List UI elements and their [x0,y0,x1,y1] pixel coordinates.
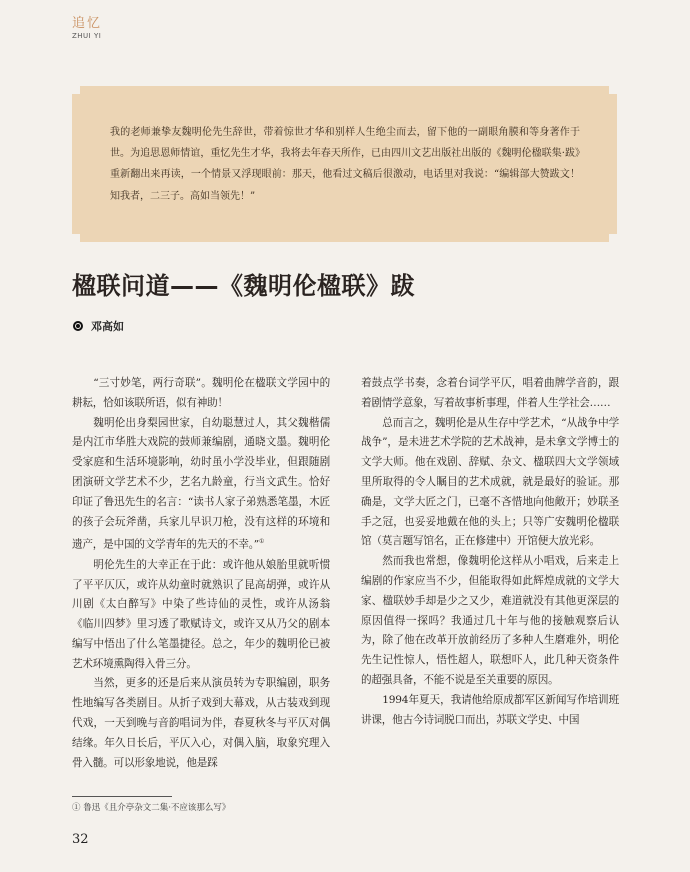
intro-text: 我的老师兼挚友魏明伦先生辞世，带着惊世才华和别样人生绝尘而去，留下他的一副眼角膜和等身著作于世。为追思恩师情谊，重忆先生才华，我将去年春天所作，已由四川文艺出版社出版的《魏明伦楹联集·跋》重新翻出来再读，一个情景又浮现眼前：那天，他看过文稿后很激动，电话里对我说：“编辑部大赞跋文！知我者，二三子。高如当领先！” [110,127,580,202]
paragraph-text: 魏明伦出身梨园世家，自幼聪慧过人，其父魏楷儒是内江市华胜大戏院的鼓师兼编剧，通晓文墨。魏明伦受家庭和生活环境影响，幼时虽小学没毕业，但跟随剧团演研文学艺术不少，艺名九龄童，行当文武生。恰好印证了鲁迅先生的名言：“读书人家子弟熟悉笔墨，木匠的孩子会玩斧凿，兵家儿早识刀枪，没有这样的环境和遗产，是中国的文学青年的先天的不幸。” [72,416,330,551]
corner-notch [72,234,80,242]
intro-box [72,86,617,242]
author-name: 邓高如 [91,320,124,333]
footnote: ① 鲁迅《且介亭杂文二集·不应该那么写》 [72,803,231,813]
section-label: 追忆 [72,16,103,31]
paragraph: 当然，更多的还是后来从演员转为专职编剧，职务性地编写各类剧目。从折子戏到大幕戏，从古装戏到现代戏，一天到晚与音韵唱词为伴，春夏秋冬与平仄对偶结缘。年久日长后，平仄入心，对偶入脑，取象究理入骨入髓。可以形象地说，他是踩 [72,677,330,769]
paragraph: 总而言之，魏明伦是从生存中学艺术，“从战争中学战争”，是未进艺术学院的艺术战神，是未拿文学博士的文学大师。他在戏剧、辞赋、杂文、楹联四大文学领域里所取得的令人瞩目的艺术成就，就是最好的验证。那确是，文学大匠之门，已毫不吝惜地向他敞开；妙联圣手之冠，也妥妥地戴在他的头上；只等广安魏明伦楹联馆（莫言题写馆名，正在修建中）开馆便大放光彩。 [361,416,619,548]
paragraph: 1994年夏天，我请他给原成都军区新闻写作培训班讲课，他古今诗词脱口而出，苏联文学史、中国 [361,693,619,726]
paragraph: 明伦先生的大幸正在于此：或许他从娘胎里就听惯了平平仄仄，或许从幼童时就熟识了昆高胡弹，或许从川剧《太白醉写》中染了些诗仙的灵性，或许从汤翁《临川四梦》里习透了歌赋诗文，或许又从乃父的剧本编写中悟出了什么笔墨捷径。总之，年少的魏明伦已被艺术环境熏陶得入骨三分。 [72,558,330,670]
section-pinyin: ZHUI YI [72,32,102,40]
corner-notch [72,86,80,94]
paragraph: 然而我也常想，像魏明伦这样从小唱戏，后来走上编剧的作家应当不少，但能取得如此辉煌成就的文学大家、楹联妙手却是少之又少，难道就没有其他更深层的原因值得一探吗？我通过几十年与他的接触观察后认为，除了他在改革开放前经历了多种人生磨难外，明伦先生记性惊人，悟性超人，联想吓人，此几种天资条件的超强具备，不能不说是至关重要的原因。 [361,555,619,686]
footnote-divider [72,796,172,797]
article-title: 楹联问道——《魏明伦楹联》跋 [72,272,415,300]
corner-notch [609,234,617,242]
left-column [72,374,330,773]
paragraph [72,414,330,556]
bullet-icon [73,321,83,331]
paragraph: 着鼓点学书奏，念着台词学平仄，唱着曲牌学音韵，跟着剧情学意象，写着故事析事理，伴着人生学社会…… [361,377,619,409]
corner-notch [609,86,617,94]
right-column [361,374,619,730]
author-line [73,318,124,334]
section-tag [72,16,102,41]
page-number: 32 [72,832,89,847]
footnote-marker: ① [259,538,265,546]
paragraph: “三寸妙笔，两行奇联”。魏明伦在楹联文学园中的耕耘，恰如该联所语，似有神助！ [72,377,330,409]
